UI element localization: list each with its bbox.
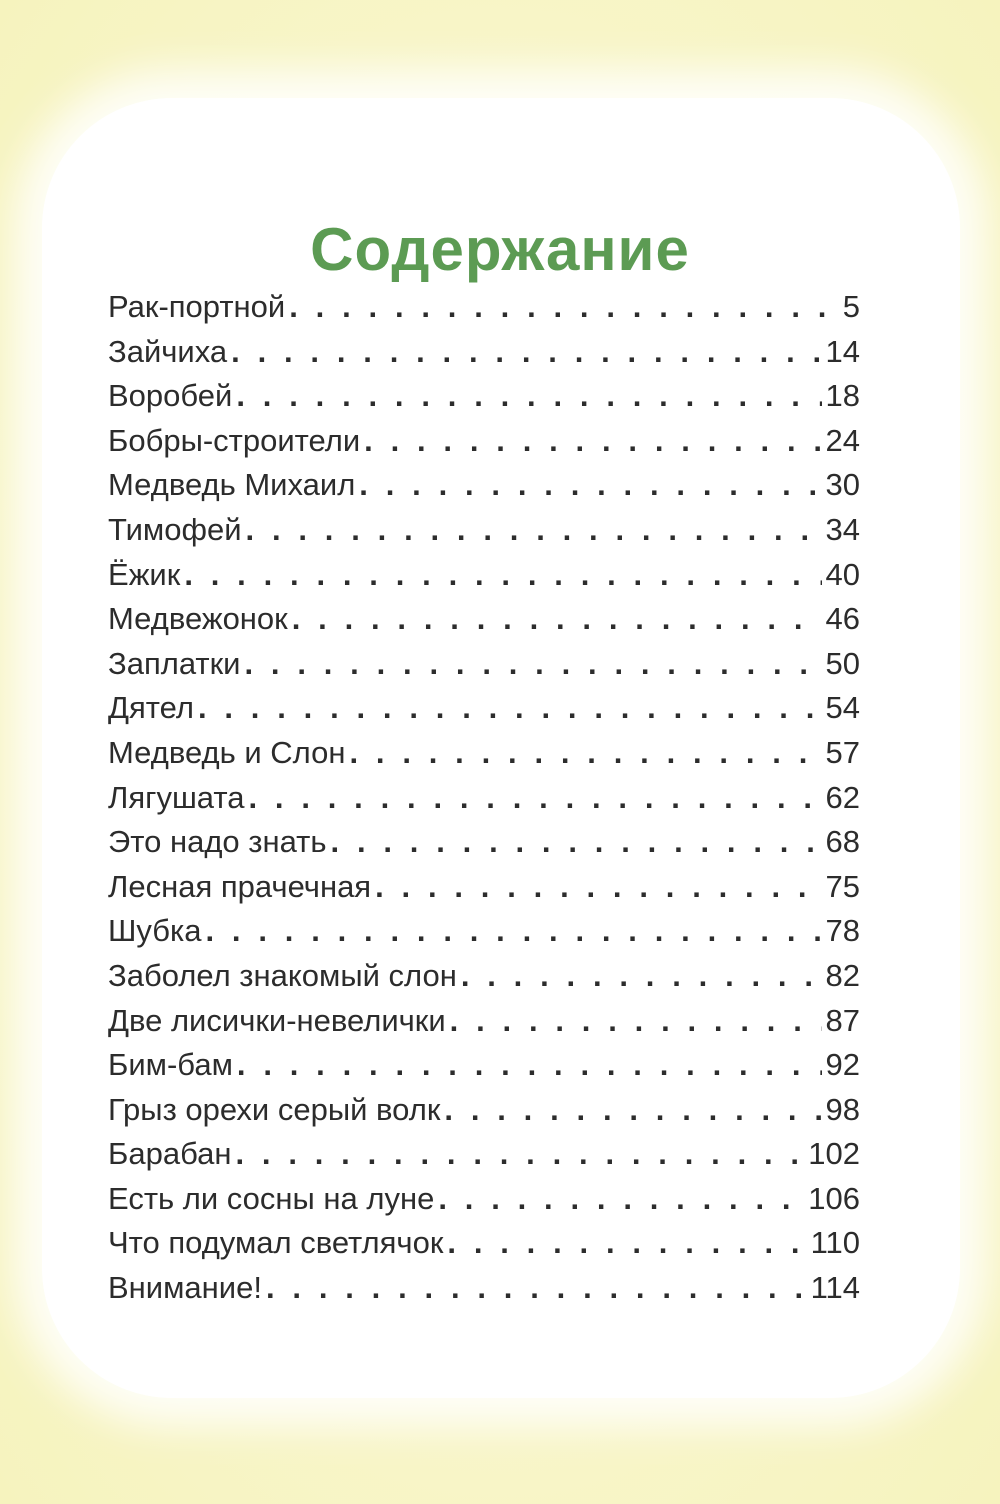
dot-leader [237, 1043, 822, 1088]
toc-entry-title: Ёжик [108, 556, 181, 592]
dot-leader [292, 597, 822, 642]
toc-entry-title: Грыз орехи серый волк [108, 1091, 441, 1127]
dot-leader [331, 820, 822, 865]
dot-leader [244, 642, 821, 687]
toc-entry [108, 1221, 860, 1266]
dot-leader [359, 463, 821, 508]
toc-entry [108, 686, 860, 731]
toc-entry-title: Медведь и Слон [108, 734, 346, 770]
table-of-contents [108, 285, 860, 1311]
toc-entry-page-number: 40 [825, 556, 860, 592]
toc-entry [108, 1132, 860, 1177]
toc-entry-title: Зайчиха [108, 333, 228, 369]
toc-entry-page-number: 54 [825, 690, 860, 726]
toc-entry [108, 1043, 860, 1088]
toc-entry [108, 820, 860, 865]
toc-entry-page-number: 62 [825, 779, 860, 815]
page-title: Содержание [310, 216, 690, 284]
toc-entry-title: Бобры-строители [108, 422, 361, 458]
dot-leader [364, 419, 821, 464]
toc-entry-page-number: 30 [825, 467, 860, 503]
dot-leader [184, 553, 821, 598]
dot-leader [375, 865, 821, 910]
toc-entry-title: Лесная прачечная [108, 868, 372, 904]
toc-entry-page-number: 114 [810, 1270, 860, 1306]
toc-entry-page-number: 24 [825, 422, 860, 458]
dot-leader [289, 285, 839, 330]
toc-entry [108, 909, 860, 954]
toc-entry-title: Две лисички-невелички [108, 1002, 446, 1038]
toc-entry-title: Есть ли сосны на луне [108, 1180, 435, 1216]
toc-entry-title: Заплатки [108, 645, 241, 681]
toc-entry-title: Внимание! [108, 1270, 262, 1306]
toc-entry-page-number: 57 [825, 734, 860, 770]
dot-leader [438, 1177, 804, 1222]
toc-entry-page-number: 82 [825, 957, 860, 993]
toc-entry [108, 999, 860, 1044]
toc-entry-title: Воробей [108, 378, 233, 414]
toc-entry-page-number: 5 [842, 289, 860, 324]
toc-entry-title: Бим-бам [108, 1047, 233, 1083]
toc-entry-page-number: 92 [825, 1047, 860, 1083]
toc-entry [108, 463, 860, 508]
dot-leader [248, 776, 821, 821]
toc-entry-page-number: 78 [825, 913, 860, 949]
toc-entry-title: Тимофей [108, 511, 242, 547]
toc-entry-title: Рак-портной [108, 289, 286, 324]
dot-leader [266, 1266, 807, 1311]
toc-entry [108, 865, 860, 910]
toc-entry-page-number: 46 [825, 601, 860, 637]
toc-entry-page-number: 14 [825, 333, 860, 369]
dot-leader [444, 1088, 821, 1133]
toc-entry [108, 776, 860, 821]
toc-entry-page-number: 18 [825, 378, 860, 414]
dot-leader [349, 731, 821, 776]
dot-leader [231, 330, 821, 375]
toc-entry-page-number: 98 [825, 1091, 860, 1127]
toc-entry [108, 642, 860, 687]
dot-leader [246, 508, 822, 553]
dot-leader [206, 909, 822, 954]
toc-entry-title: Шубка [108, 913, 202, 949]
dot-leader [450, 999, 822, 1044]
dot-leader [461, 954, 822, 999]
toc-entry-page-number: 87 [825, 1002, 860, 1038]
dot-leader [235, 1132, 804, 1177]
toc-entry-title: Заболел знакомый слон [108, 957, 457, 993]
toc-entry-page-number: 102 [808, 1136, 860, 1172]
toc-entry-title: Медвежонок [108, 601, 288, 637]
toc-entry-page-number: 75 [825, 868, 860, 904]
toc-entry-title: Барабан [108, 1136, 232, 1172]
toc-entry [108, 285, 860, 330]
toc-entry-page-number: 50 [825, 645, 860, 681]
toc-entry [108, 1177, 860, 1222]
toc-entry [108, 508, 860, 553]
toc-entry [108, 1088, 860, 1133]
toc-entry [108, 954, 860, 999]
toc-entry [108, 419, 860, 464]
toc-entry [108, 374, 860, 419]
toc-entry-title: Медведь Михаил [108, 467, 356, 503]
toc-entry [108, 553, 860, 598]
toc-entry-title: Лягушата [108, 779, 245, 815]
toc-entry-title: Это надо знать [108, 824, 327, 860]
toc-entry [108, 597, 860, 642]
toc-entry-title: Дятел [108, 690, 194, 726]
toc-entry-page-number: 68 [825, 824, 860, 860]
toc-entry-title: Что подумал светлячок [108, 1225, 444, 1261]
toc-entry [108, 731, 860, 776]
dot-leader [198, 686, 822, 731]
toc-entry [108, 330, 860, 375]
toc-entry [108, 1266, 860, 1311]
dot-leader [447, 1221, 806, 1266]
dot-leader [236, 374, 821, 419]
toc-entry-page-number: 106 [808, 1180, 860, 1216]
toc-entry-page-number: 34 [825, 511, 860, 547]
toc-entry-page-number: 110 [810, 1225, 860, 1261]
